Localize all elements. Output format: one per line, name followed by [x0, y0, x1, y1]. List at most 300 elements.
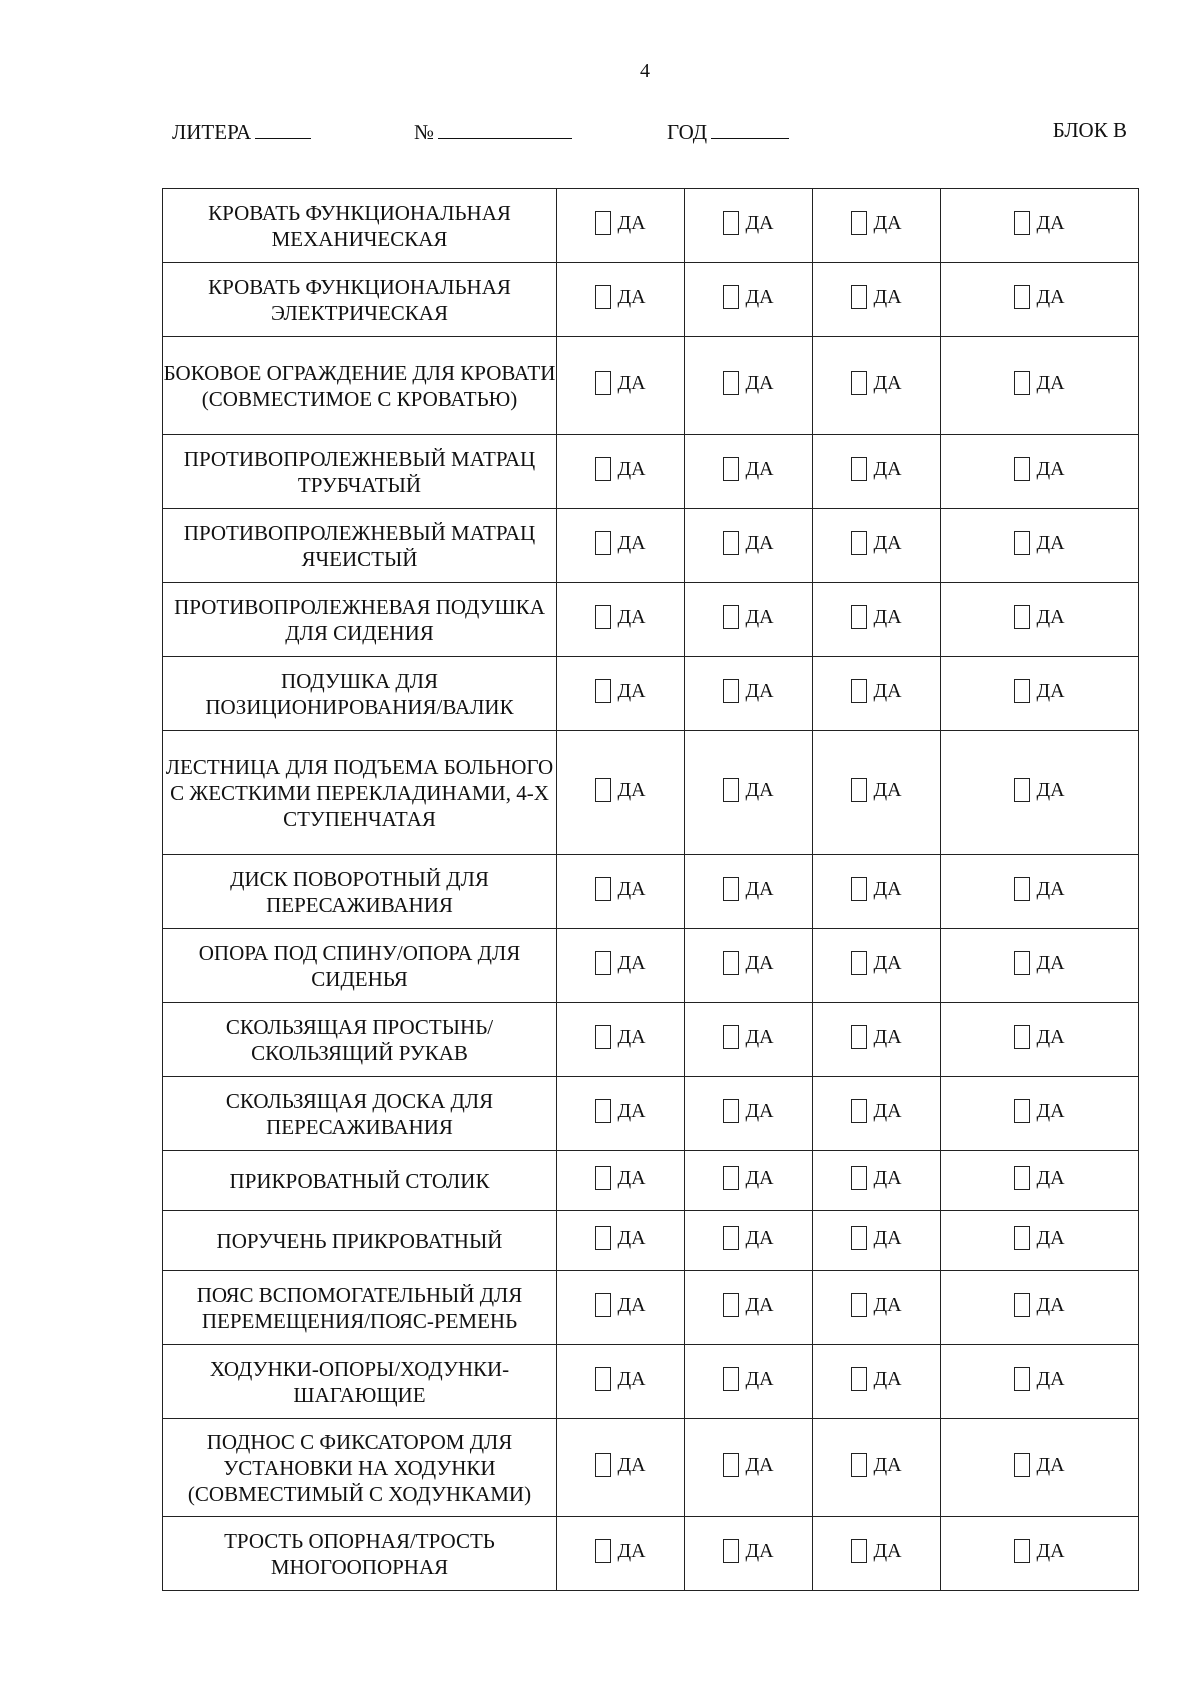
yes-checkbox[interactable] [723, 877, 773, 901]
yes-checkbox[interactable] [851, 1539, 901, 1563]
number-blank[interactable] [438, 118, 572, 139]
table-row [163, 855, 1139, 929]
table-row [163, 189, 1139, 263]
checkbox-label: ДА [1036, 457, 1065, 480]
year-blank[interactable] [711, 118, 789, 139]
checkbox-label: ДА [745, 371, 774, 394]
item-name: ПОЯС ВСПОМОГАТЕЛЬНЫЙ ДЛЯ ПЕРЕМЕЩЕНИЯ/ПОЯС-РЕМЕНЬ [163, 1271, 557, 1345]
checkbox-cell [813, 1211, 941, 1271]
checkbox-cell [685, 1211, 813, 1271]
checkbox-cell [941, 189, 1139, 263]
checkbox-cell [813, 435, 941, 509]
checkbox-cell [685, 731, 813, 855]
checkbox-cell [813, 929, 941, 1003]
yes-checkbox[interactable] [595, 531, 645, 555]
checkbox-square[interactable] [1014, 1367, 1030, 1391]
checkbox-cell [557, 435, 685, 509]
checkbox-cell [557, 1003, 685, 1077]
checkbox-cell [557, 657, 685, 731]
checkbox-label: ДА [617, 211, 646, 234]
litera-field[interactable] [172, 118, 311, 145]
checkbox-square[interactable] [1014, 531, 1030, 555]
yes-checkbox[interactable] [851, 1367, 901, 1391]
checkbox-square[interactable] [595, 1293, 611, 1317]
checkbox-square[interactable] [595, 531, 611, 555]
checkbox-square[interactable] [723, 877, 739, 901]
year-label: ГОД [667, 120, 708, 144]
equipment-table-body [163, 189, 1139, 1591]
checkbox-label: ДА [617, 1293, 646, 1316]
checkbox-square[interactable] [1014, 285, 1030, 309]
checkbox-square[interactable] [595, 778, 611, 802]
checkbox-cell [813, 1345, 941, 1419]
checkbox-label: ДА [745, 679, 774, 702]
checkbox-cell [813, 855, 941, 929]
item-name: КРОВАТЬ ФУНКЦИОНАЛЬНАЯ ЭЛЕКТРИЧЕСКАЯ [163, 263, 557, 337]
checkbox-cell [813, 337, 941, 435]
yes-checkbox[interactable] [1014, 1539, 1064, 1563]
checkbox-label: ДА [617, 1539, 646, 1562]
yes-checkbox[interactable] [595, 605, 645, 629]
checkbox-square[interactable] [723, 1025, 739, 1049]
checkbox-square[interactable] [723, 1453, 739, 1477]
checkbox-label: ДА [873, 1226, 902, 1249]
checkbox-label: ДА [1036, 951, 1065, 974]
checkbox-cell [557, 1345, 685, 1419]
yes-checkbox[interactable] [1014, 1099, 1064, 1123]
item-name: ПРОТИВОПРОЛЕЖНЕВЫЙ МАТРАЦ ЯЧЕИСТЫЙ [163, 509, 557, 583]
table-row [163, 1271, 1139, 1345]
yes-checkbox[interactable] [723, 531, 773, 555]
yes-checkbox[interactable] [595, 778, 645, 802]
checkbox-square[interactable] [723, 679, 739, 703]
yes-checkbox[interactable] [851, 1453, 901, 1477]
checkbox-cell [941, 929, 1139, 1003]
litera-blank[interactable] [255, 118, 311, 139]
checkbox-label: ДА [617, 1226, 646, 1249]
checkbox-square[interactable] [595, 371, 611, 395]
checkbox-cell [685, 435, 813, 509]
checkbox-cell [685, 855, 813, 929]
checkbox-square[interactable] [595, 457, 611, 481]
yes-checkbox[interactable] [1014, 211, 1064, 235]
item-name: СКОЛЬЗЯЩАЯ ПРОСТЫНЬ/СКОЛЬЗЯЩИЙ РУКАВ [163, 1003, 557, 1077]
item-name: ОПОРА ПОД СПИНУ/ОПОРА ДЛЯ СИДЕНЬЯ [163, 929, 557, 1003]
item-name: ХОДУНКИ-ОПОРЫ/ХОДУНКИ-ШАГАЮЩИЕ [163, 1345, 557, 1419]
table-row [163, 1003, 1139, 1077]
item-name: КРОВАТЬ ФУНКЦИОНАЛЬНАЯ МЕХАНИЧЕСКАЯ [163, 189, 557, 263]
checkbox-cell [813, 189, 941, 263]
checkbox-label: ДА [745, 605, 774, 628]
checkbox-cell [685, 657, 813, 731]
checkbox-label: ДА [1036, 285, 1065, 308]
checkbox-square[interactable] [595, 1166, 611, 1190]
checkbox-square[interactable] [723, 1226, 739, 1250]
checkbox-label: ДА [617, 605, 646, 628]
checkbox-square[interactable] [1014, 211, 1030, 235]
checkbox-label: ДА [1036, 1367, 1065, 1390]
checkbox-cell [685, 1003, 813, 1077]
yes-checkbox[interactable] [723, 1166, 773, 1190]
checkbox-label: ДА [873, 1099, 902, 1122]
yes-checkbox[interactable] [1014, 1166, 1064, 1190]
checkbox-label: ДА [1036, 1099, 1065, 1122]
checkbox-cell [685, 1151, 813, 1211]
checkbox-cell [557, 731, 685, 855]
yes-checkbox[interactable] [1014, 1293, 1064, 1317]
checkbox-cell [941, 435, 1139, 509]
checkbox-cell [557, 1211, 685, 1271]
yes-checkbox[interactable] [595, 679, 645, 703]
checkbox-square[interactable] [851, 778, 867, 802]
year-field[interactable] [667, 118, 789, 145]
table-row [163, 1517, 1139, 1591]
yes-checkbox[interactable] [851, 605, 901, 629]
yes-checkbox[interactable] [851, 1025, 901, 1049]
checkbox-square[interactable] [723, 1166, 739, 1190]
checkbox-cell [813, 1151, 941, 1211]
checkbox-label: ДА [745, 531, 774, 554]
yes-checkbox[interactable] [723, 1025, 773, 1049]
yes-checkbox[interactable] [595, 1539, 645, 1563]
checkbox-label: ДА [745, 1293, 774, 1316]
yes-checkbox[interactable] [595, 211, 645, 235]
checkbox-square[interactable] [851, 211, 867, 235]
yes-checkbox[interactable] [1014, 951, 1064, 975]
yes-checkbox[interactable] [595, 1453, 645, 1477]
yes-checkbox[interactable] [851, 457, 901, 481]
block-label: БЛОК В [1052, 118, 1127, 142]
checkbox-cell [557, 1419, 685, 1517]
checkbox-label: ДА [873, 605, 902, 628]
yes-checkbox[interactable] [595, 371, 645, 395]
yes-checkbox[interactable] [723, 1099, 773, 1123]
checkbox-cell [557, 337, 685, 435]
checkbox-square[interactable] [851, 531, 867, 555]
checkbox-square[interactable] [595, 605, 611, 629]
checkbox-square[interactable] [1014, 679, 1030, 703]
checkbox-square[interactable] [595, 679, 611, 703]
checkbox-square[interactable] [723, 285, 739, 309]
checkbox-label: ДА [1036, 371, 1065, 394]
checkbox-cell [941, 509, 1139, 583]
yes-checkbox[interactable] [851, 1099, 901, 1123]
checkbox-square[interactable] [723, 1539, 739, 1563]
checkbox-square[interactable] [851, 285, 867, 309]
checkbox-square[interactable] [595, 1226, 611, 1250]
checkbox-cell [941, 1003, 1139, 1077]
checkbox-square[interactable] [723, 211, 739, 235]
checkbox-label: ДА [873, 951, 902, 974]
yes-checkbox[interactable] [851, 285, 901, 309]
yes-checkbox[interactable] [595, 457, 645, 481]
checkbox-square[interactable] [1014, 605, 1030, 629]
checkbox-square[interactable] [1014, 877, 1030, 901]
checkbox-square[interactable] [1014, 1099, 1030, 1123]
checkbox-label: ДА [873, 1539, 902, 1562]
yes-checkbox[interactable] [1014, 285, 1064, 309]
yes-checkbox[interactable] [1014, 1367, 1064, 1391]
yes-checkbox[interactable] [595, 285, 645, 309]
checkbox-cell [941, 855, 1139, 929]
yes-checkbox[interactable] [1014, 1226, 1064, 1250]
yes-checkbox[interactable] [1014, 778, 1064, 802]
yes-checkbox[interactable] [851, 531, 901, 555]
yes-checkbox[interactable] [595, 1226, 645, 1250]
checkbox-square[interactable] [851, 1453, 867, 1477]
checkbox-square[interactable] [1014, 1025, 1030, 1049]
checkbox-square[interactable] [851, 1367, 867, 1391]
checkbox-cell [557, 1077, 685, 1151]
checkbox-cell [557, 929, 685, 1003]
checkbox-cell [557, 189, 685, 263]
checkbox-square[interactable] [1014, 1226, 1030, 1250]
checkbox-cell [941, 1077, 1139, 1151]
item-name: ПРИКРОВАТНЫЙ СТОЛИК [163, 1151, 557, 1211]
checkbox-cell [941, 1211, 1139, 1271]
checkbox-label: ДА [1036, 531, 1065, 554]
checkbox-cell [941, 1517, 1139, 1591]
checkbox-square[interactable] [595, 877, 611, 901]
yes-checkbox[interactable] [723, 1226, 773, 1250]
checkbox-cell [557, 1151, 685, 1211]
checkbox-square[interactable] [723, 531, 739, 555]
checkbox-label: ДА [1036, 605, 1065, 628]
item-name: ПОРУЧЕНЬ ПРИКРОВАТНЫЙ [163, 1211, 557, 1271]
yes-checkbox[interactable] [1014, 1025, 1064, 1049]
checkbox-label: ДА [617, 1099, 646, 1122]
checkbox-square[interactable] [595, 1453, 611, 1477]
checkbox-cell [941, 1271, 1139, 1345]
checkbox-square[interactable] [851, 877, 867, 901]
checkbox-cell [941, 337, 1139, 435]
checkbox-label: ДА [873, 877, 902, 900]
table-row [163, 435, 1139, 509]
checkbox-label: ДА [745, 1539, 774, 1562]
checkbox-square[interactable] [851, 951, 867, 975]
checkbox-label: ДА [873, 778, 902, 801]
checkbox-label: ДА [617, 877, 646, 900]
checkbox-label: ДА [873, 1367, 902, 1390]
checkbox-square[interactable] [1014, 951, 1030, 975]
yes-checkbox[interactable] [723, 951, 773, 975]
yes-checkbox[interactable] [723, 1367, 773, 1391]
checkbox-square[interactable] [851, 371, 867, 395]
checkbox-square[interactable] [595, 1099, 611, 1123]
yes-checkbox[interactable] [723, 457, 773, 481]
checkbox-label: ДА [873, 285, 902, 308]
yes-checkbox[interactable] [723, 679, 773, 703]
yes-checkbox[interactable] [1014, 877, 1064, 901]
checkbox-cell [685, 1517, 813, 1591]
checkbox-square[interactable] [851, 1226, 867, 1250]
yes-checkbox[interactable] [1014, 1453, 1064, 1477]
yes-checkbox[interactable] [723, 605, 773, 629]
checkbox-label: ДА [1036, 1226, 1065, 1249]
checkbox-cell [813, 731, 941, 855]
item-name: ПОДУШКА ДЛЯ ПОЗИЦИОНИРОВАНИЯ/ВАЛИК [163, 657, 557, 731]
checkbox-square[interactable] [595, 1367, 611, 1391]
checkbox-square[interactable] [723, 778, 739, 802]
yes-checkbox[interactable] [723, 285, 773, 309]
table-row [163, 657, 1139, 731]
yes-checkbox[interactable] [595, 1166, 645, 1190]
yes-checkbox[interactable] [595, 877, 645, 901]
checkbox-cell [557, 1271, 685, 1345]
equipment-table [162, 188, 1139, 1591]
checkbox-square[interactable] [723, 457, 739, 481]
checkbox-square[interactable] [851, 605, 867, 629]
checkbox-label: ДА [873, 1025, 902, 1048]
checkbox-square[interactable] [851, 1025, 867, 1049]
yes-checkbox[interactable] [723, 1453, 773, 1477]
yes-checkbox[interactable] [851, 211, 901, 235]
checkbox-label: ДА [617, 1367, 646, 1390]
checkbox-cell [813, 1003, 941, 1077]
yes-checkbox[interactable] [595, 1367, 645, 1391]
yes-checkbox[interactable] [1014, 457, 1064, 481]
yes-checkbox[interactable] [723, 371, 773, 395]
yes-checkbox[interactable] [723, 1539, 773, 1563]
number-field[interactable] [414, 118, 572, 145]
checkbox-square[interactable] [595, 951, 611, 975]
yes-checkbox[interactable] [595, 1099, 645, 1123]
checkbox-label: ДА [617, 951, 646, 974]
checkbox-cell [813, 263, 941, 337]
checkbox-label: ДА [1036, 1539, 1065, 1562]
checkbox-cell [557, 855, 685, 929]
yes-checkbox[interactable] [851, 1226, 901, 1250]
item-name: ПОДНОС С ФИКСАТОРОМ ДЛЯ УСТАНОВКИ НА ХОДУНКИ (СОВМЕСТИМЫЙ С ХОДУНКАМИ) [163, 1419, 557, 1517]
checkbox-label: ДА [617, 778, 646, 801]
checkbox-square[interactable] [851, 1539, 867, 1563]
yes-checkbox[interactable] [595, 1293, 645, 1317]
checkbox-label: ДА [617, 679, 646, 702]
table-row [163, 1077, 1139, 1151]
checkbox-cell [685, 1271, 813, 1345]
yes-checkbox[interactable] [595, 951, 645, 975]
checkbox-square[interactable] [595, 1539, 611, 1563]
checkbox-cell [813, 509, 941, 583]
checkbox-square[interactable] [851, 457, 867, 481]
yes-checkbox[interactable] [723, 778, 773, 802]
yes-checkbox[interactable] [723, 1293, 773, 1317]
yes-checkbox[interactable] [851, 778, 901, 802]
checkbox-label: ДА [617, 371, 646, 394]
checkbox-cell [941, 731, 1139, 855]
checkbox-label: ДА [745, 1099, 774, 1122]
checkbox-square[interactable] [851, 1293, 867, 1317]
checkbox-square[interactable] [595, 211, 611, 235]
checkbox-cell [557, 1517, 685, 1591]
checkbox-cell [941, 263, 1139, 337]
yes-checkbox[interactable] [1014, 605, 1064, 629]
table-row [163, 1419, 1139, 1517]
checkbox-cell [941, 583, 1139, 657]
checkbox-square[interactable] [723, 371, 739, 395]
item-name: ПРОТИВОПРОЛЕЖНЕВАЯ ПОДУШКА ДЛЯ СИДЕНИЯ [163, 583, 557, 657]
checkbox-square[interactable] [1014, 457, 1030, 481]
checkbox-label: ДА [745, 1367, 774, 1390]
yes-checkbox[interactable] [1014, 679, 1064, 703]
checkbox-cell [685, 337, 813, 435]
checkbox-square[interactable] [851, 1099, 867, 1123]
checkbox-square[interactable] [595, 1025, 611, 1049]
yes-checkbox[interactable] [723, 211, 773, 235]
table-row [163, 1345, 1139, 1419]
yes-checkbox[interactable] [851, 877, 901, 901]
checkbox-square[interactable] [851, 679, 867, 703]
checkbox-square[interactable] [1014, 1166, 1030, 1190]
checkbox-cell [813, 1419, 941, 1517]
checkbox-cell [557, 509, 685, 583]
number-label: № [414, 120, 435, 144]
checkbox-label: ДА [1036, 778, 1065, 801]
checkbox-square[interactable] [723, 605, 739, 629]
checkbox-label: ДА [1036, 1453, 1065, 1476]
checkbox-label: ДА [745, 778, 774, 801]
checkbox-square[interactable] [851, 1166, 867, 1190]
checkbox-cell [557, 263, 685, 337]
checkbox-square[interactable] [1014, 371, 1030, 395]
checkbox-label: ДА [617, 1025, 646, 1048]
checkbox-label: ДА [745, 951, 774, 974]
checkbox-cell [813, 1077, 941, 1151]
checkbox-label: ДА [745, 211, 774, 234]
page-number: 4 [640, 60, 650, 82]
item-name: ЛЕСТНИЦА ДЛЯ ПОДЪЕМА БОЛЬНОГО С ЖЕСТКИМИ ПЕРЕКЛАДИНАМИ, 4-Х СТУПЕНЧАТАЯ [163, 731, 557, 855]
checkbox-square[interactable] [1014, 778, 1030, 802]
checkbox-cell [685, 929, 813, 1003]
yes-checkbox[interactable] [851, 1293, 901, 1317]
checkbox-square[interactable] [723, 1099, 739, 1123]
item-name: СКОЛЬЗЯЩАЯ ДОСКА ДЛЯ ПЕРЕСАЖИВАНИЯ [163, 1077, 557, 1151]
yes-checkbox[interactable] [851, 679, 901, 703]
checkbox-label: ДА [873, 371, 902, 394]
checkbox-label: ДА [745, 1453, 774, 1476]
checkbox-label: ДА [745, 877, 774, 900]
yes-checkbox[interactable] [595, 1025, 645, 1049]
yes-checkbox[interactable] [1014, 531, 1064, 555]
checkbox-cell [941, 1345, 1139, 1419]
checkbox-label: ДА [873, 457, 902, 480]
checkbox-cell [941, 1419, 1139, 1517]
checkbox-label: ДА [873, 531, 902, 554]
table-row [163, 731, 1139, 855]
checkbox-square[interactable] [1014, 1293, 1030, 1317]
checkbox-label: ДА [873, 211, 902, 234]
yes-checkbox[interactable] [851, 371, 901, 395]
checkbox-label: ДА [745, 285, 774, 308]
checkbox-square[interactable] [723, 951, 739, 975]
yes-checkbox[interactable] [851, 1166, 901, 1190]
yes-checkbox[interactable] [1014, 371, 1064, 395]
checkbox-label: ДА [617, 1453, 646, 1476]
yes-checkbox[interactable] [851, 951, 901, 975]
checkbox-cell [685, 1419, 813, 1517]
checkbox-cell [685, 509, 813, 583]
checkbox-square[interactable] [595, 285, 611, 309]
checkbox-square[interactable] [1014, 1539, 1030, 1563]
item-name: ДИСК ПОВОРОТНЫЙ ДЛЯ ПЕРЕСАЖИВАНИЯ [163, 855, 557, 929]
checkbox-square[interactable] [723, 1367, 739, 1391]
checkbox-cell [813, 1517, 941, 1591]
table-row [163, 263, 1139, 337]
checkbox-square[interactable] [723, 1293, 739, 1317]
checkbox-square[interactable] [1014, 1453, 1030, 1477]
item-name: БОКОВОЕ ОГРАЖДЕНИЕ ДЛЯ КРОВАТИ (СОВМЕСТИМОЕ С КРОВАТЬЮ) [163, 337, 557, 435]
checkbox-cell [685, 583, 813, 657]
